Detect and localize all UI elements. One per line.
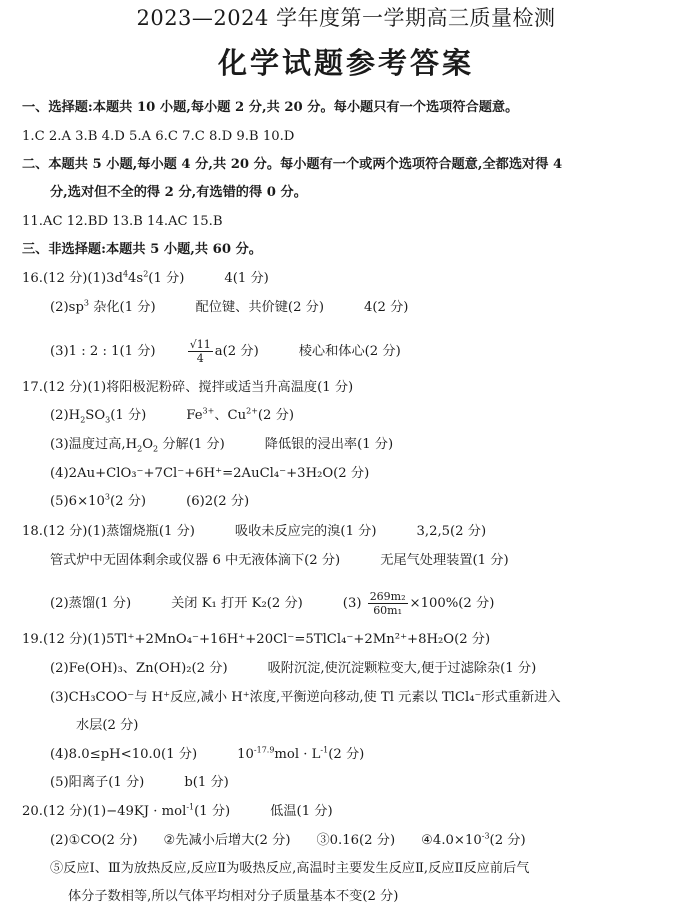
q19-line-4: 水层(2 分) bbox=[76, 718, 139, 733]
q19-line-6: (5)阳离子(1 分) b(1 分) bbox=[50, 775, 229, 790]
q19-line-2: (2)Fe(OH)₃、Zn(OH)₂(2 分) 吸附沉淀,使沉淀颗粒变大,便于过滤除杂(1 分) bbox=[50, 661, 537, 676]
section-2-answers: 11.AC 12.BD 13.B 14.AC 15.B bbox=[22, 214, 223, 229]
q20-line-1: 20.(12 分)(1)−49KJ · mol$^{-1}$(1 分) 低温(1 分) bbox=[22, 802, 333, 819]
document-subtitle: 化学试题参考答案 bbox=[217, 46, 474, 80]
fraction-yield: $\frac{\text{269m₂}}{\text{60m₁}}$ bbox=[369, 590, 406, 617]
q20-line-4: 体分子数相等,所以气体平均相对分子质量基本不变(2 分) bbox=[68, 889, 399, 904]
q19-line-1: 19.(12 分)(1)5Tl⁺+2MnO₄⁻+16H⁺+20Cl⁻=5TlCl₄⁻+2Mn²⁺+8H₂O(2 分) bbox=[22, 632, 491, 647]
fraction-sqrt11-over-4: $\frac{√11}{4}$ bbox=[189, 338, 211, 365]
section-2-heading-b: 分,选对但不全的得 2 分,有选错的得 0 分。 bbox=[50, 185, 307, 200]
exam-title: 2023—2024 学年度第一学期高三质量检测 bbox=[136, 6, 556, 30]
q20-line-3: ⑤反应Ⅰ、Ⅲ为放热反应,反应Ⅱ为吸热反应,高温时主要发生反应Ⅱ,反应Ⅱ反应前后气 bbox=[50, 861, 530, 876]
q17-line-2: $(2)H_2SO_3(1$ 分) $Fe^{3+}$、$Cu^{2+}(2$ 分) bbox=[50, 406, 294, 425]
section-2-heading-a: 二、本题共 5 小题,每小题 4 分,共 20 分。每小题有一个或两个选项符合题意,全都选对得 4 bbox=[22, 157, 563, 172]
q16-line-3: (3)1 : 2 : 1(1 分) $\frac{√11}{4}$ a(2 分) 棱心和体心(2 分) bbox=[50, 338, 401, 365]
q19-line-5: (4)8.0≤pH<10.0(1 分) $10^{-17.9}mol \cdot L^{-1}(2$ 分) bbox=[50, 745, 365, 762]
q16-line-1: 16.(12 分)$(1)3d^44s^2(1$ 分) 4(1 分) bbox=[22, 269, 269, 286]
q18-line-2: 管式炉中无固体剩余或仪器 6 中无液体滴下(2 分) 无尾气处理装置(1 分) bbox=[50, 553, 509, 568]
q17-line-4: (4)2Au+ClO₃⁻+7Cl⁻+6H⁺=2AuCl₄⁻+3H₂O(2 分) bbox=[50, 466, 370, 481]
q16-line-2: $(2)sp^3$ 杂化(1 分) 配位键、共价键(2 分) 4(2 分) bbox=[50, 298, 409, 315]
q17-line-1: 17.(12 分)(1)将阳极泥粉碎、搅拌或适当升高温度(1 分) bbox=[22, 380, 354, 395]
q19-line-3: (3)CH₃COO⁻与 H⁺反应,减小 H⁺浓度,平衡逆向移动,使 Tl 元素以 TlCl₄⁻形式重新进入 bbox=[50, 690, 561, 705]
q17-line-3: (3)温度过高$,H_2O_2$ 分解(1 分) 降低银的浸出率(1 分) bbox=[50, 437, 394, 454]
q20-line-2: (2)①CO(2 分) ②先减小后增大(2 分) ③0.16(2 分) $④4.0\times 10^{-3}(2$ 分) bbox=[50, 831, 526, 848]
section-3-heading: 三、非选择题:本题共 5 小题,共 60 分。 bbox=[22, 242, 262, 257]
section-1-answers: 1.C 2.A 3.B 4.D 5.A 6.C 7.C 8.D 9.B 10.D bbox=[22, 129, 295, 144]
q18-line-3: (2)蒸馏(1 分) 关闭 K₁ 打开 K₂(2 分) (3) $\frac{\text{269m₂}}{\text{60m₁}}$ ×100%(2 分) bbox=[50, 590, 495, 617]
section-1-heading: 一、选择题:本题共 10 小题,每小题 2 分,共 20 分。每小题只有一个选项符合题意。 bbox=[22, 100, 519, 115]
q17-line-5: $(5)6\times 10^3(2$ 分) (6)2(2 分) bbox=[50, 492, 250, 509]
q18-line-1: 18.(12 分)(1)蒸馏烧瓶(1 分) 吸收未反应完的溴(1 分) 3,2,5(2 分) bbox=[22, 524, 487, 539]
